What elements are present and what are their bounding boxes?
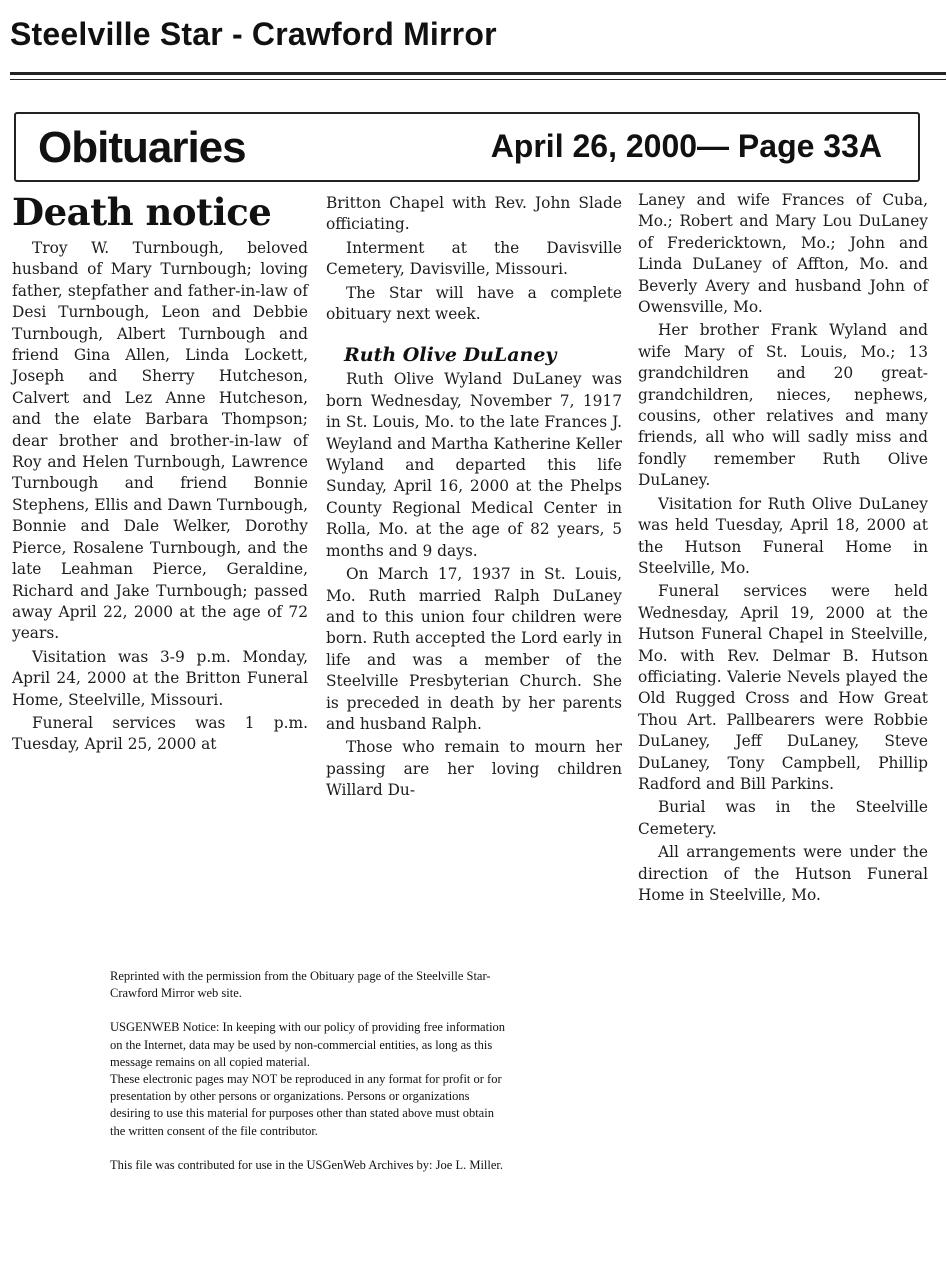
newspaper-masthead: Steelville Star - Crawford Mirror (10, 16, 497, 52)
dulaney-relatives-paragraph: Her brother Frank Wyland and wife Mary of St. Louis, Mo.; 13 grandchildren and 20 great-grandchildren, nieces, nephews, cousins, other relatives and many friends, all who will sadly miss and fondly remember Ruth Olive DuLaney. (638, 321, 928, 490)
turnbough-interment-paragraph: Interment at the Davisville Cemetery, Davisville, Missouri. (326, 238, 622, 279)
masthead-rule-thin (10, 79, 946, 80)
contributor-text: This file was contributed for use in the USGenWeb Archives by: Joe L. Miller. (110, 1157, 504, 1172)
column-1 (12, 190, 308, 756)
section-title: Obituaries (38, 123, 246, 172)
star-note-paragraph: The Star will have a complete obituary next week. (326, 283, 622, 324)
reprint-permission-text: Reprinted with the permission from the Obituary page of the Steelville Star-Crawford Mirror web site. (110, 969, 491, 1001)
usgenweb-notice (110, 968, 510, 1174)
dulaney-visitation-paragraph: Visitation for Ruth Olive DuLaney was held Tuesday, April 18, 2000 at the Hutson Funeral Home in Steelville, Mo. (638, 494, 928, 577)
masthead-rule-thick (10, 72, 946, 75)
turnbough-funeral-paragraph: Funeral services was 1 p.m. Tuesday, April 25, 2000 at (12, 713, 308, 754)
turnbough-visitation-paragraph: Visitation was 3-9 p.m. Monday, April 24, 2000 at the Britton Funeral Home, Steelville, Missouri. (12, 647, 308, 709)
reproduction-restriction-text: These electronic pages may NOT be reproduced in any format for profit or for presentation by other persons or organizations. Persons or organizations desiring to use this material for purposes other than stated above must obtain the written consent of the file contributor. (110, 1072, 502, 1138)
dulaney-survivors-paragraph: Those who remain to mourn her passing are her loving children Willard Du- (326, 738, 622, 800)
dulaney-arrangements-paragraph: All arrangements were under the direction of the Hutson Funeral Home in Steelville, Mo. (638, 843, 928, 904)
turnbough-notice-paragraph: Troy W. Turnbough, beloved husband of Mary Turnbough; loving father, stepfather and father-in-law of Desi Turnbough, Leon and Debbie Turnbough, Albert Turnbough and friend Gina Allen, Linda Lockett, Joseph and Sherry Hutcheson, Calvert and Lez Anne Hutcheson, and the elate Barbara Thompson; dear brother and brother-in-law of Roy and Helen Turnbough, Lawrence Turnbough and friend Bonnie Stephens, Ellis and Dawn Turnbough, Bonnie and Dale Welker, Dorothy Pierce, Rosalene Turnbough, and the late Leahman Pierce, Geraldine, Richard and Jake Turnbough; passed away April 22, 2000 at the age of 72 years. (12, 239, 308, 643)
dulaney-funeral-paragraph: Funeral services were held Wednesday, April 19, 2000 at the Hutson Funeral Chapel in Steelville, Mo. with Rev. Delmar B. Hutson officiating. Valerie Nevels played the Old Rugged Cross and How Great Thou Art. Pallbearers were Robbie DuLaney, Jeff DuLaney, Steve DuLaney, Tony Campbell, Phillip Radford and Bill Parkins. (638, 582, 928, 793)
death-notice-headline: Death notice (12, 190, 272, 234)
section-banner (14, 112, 920, 182)
dulaney-burial-paragraph: Burial was in the Steelville Cemetery. (638, 798, 928, 838)
column-3 (638, 190, 928, 906)
dulaney-children-paragraph: Laney and wife Frances of Cuba, Mo.; Robert and Mary Lou DuLaney of Fredericktown, Mo.; John and Linda DuLaney of Affton, Mo. and Beverly Avery and husband John of Owensville, Mo. (638, 191, 928, 317)
usgenweb-notice-text: USGENWEB Notice: In keeping with our policy of providing free information on the Internet, data may be used by non-commercial entities, as long as this message remains on all copied material. (110, 1020, 506, 1069)
issue-date-page: April 26, 2000— Page 33A (490, 128, 882, 164)
dulaney-marriage-paragraph: On March 17, 1937 in St. Louis, Mo. Ruth married Ralph DuLaney and to this union four children were born. Ruth accepted the Lord early in life and was a member of the Steelville Presbyterian Church. She is preceded in death by her parents and husband Ralph. (326, 565, 622, 733)
turnbough-chapel-paragraph: Britton Chapel with Rev. John Slade officiating. (326, 194, 622, 234)
column-2 (326, 193, 622, 802)
dulaney-obituary-heading: Ruth Olive DuLaney (344, 344, 557, 367)
dulaney-birth-paragraph: Ruth Olive Wyland DuLaney was born Wednesday, November 7, 1917 in St. Louis, Mo. to the late Frances J. Weyland and Martha Katherine Keller Wyland and departed this life Sunday, April 16, 2000 at the Phelps County Regional Medical Center in Rolla, Mo. at the age of 82 years, 5 months and 9 days. (326, 370, 622, 560)
